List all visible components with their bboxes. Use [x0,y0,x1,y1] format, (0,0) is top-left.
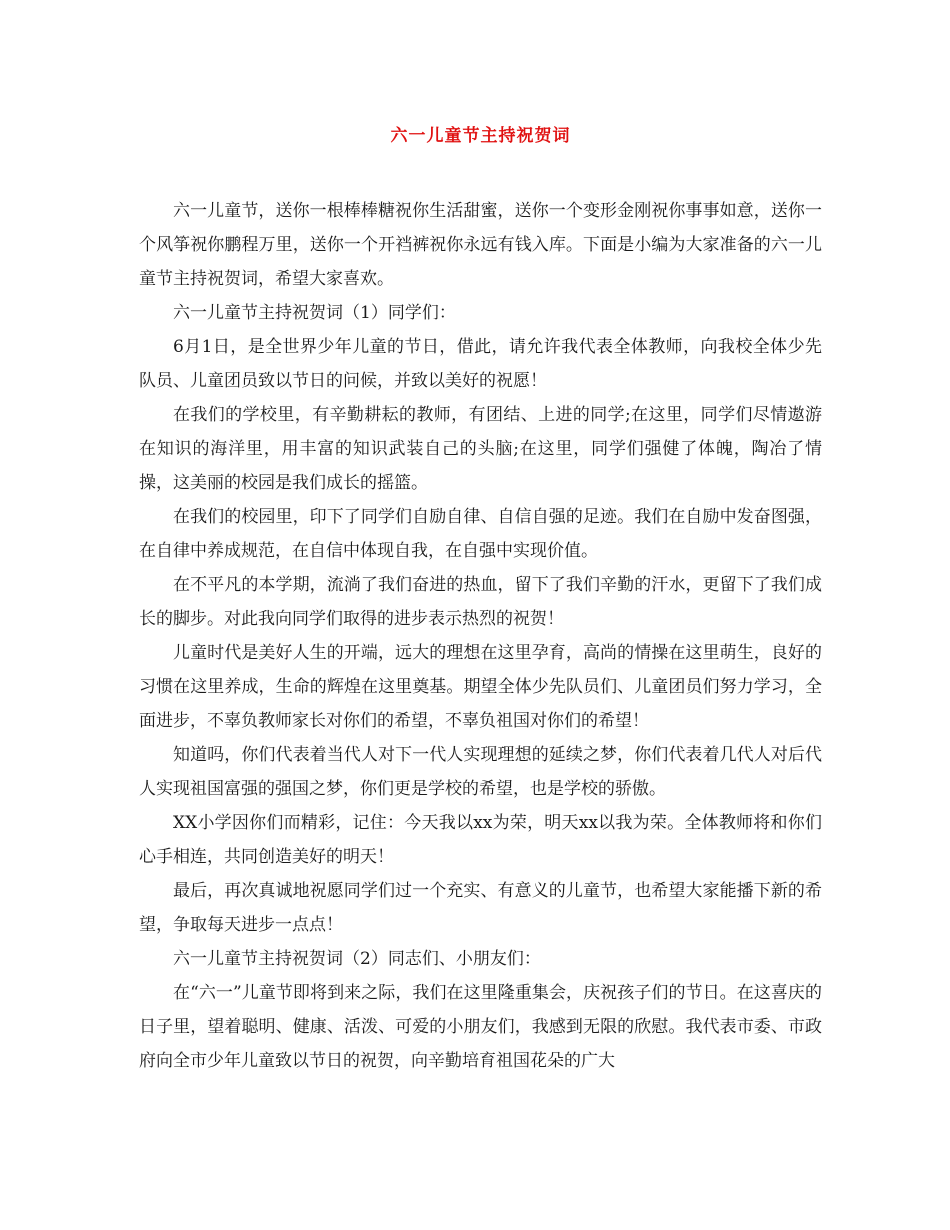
paragraph: 在不平凡的本学期，流淌了我们奋进的热血，留下了我们辛勤的汗水，更留下了我们成长的脚步。对此我向同学们取得的进步表示热烈的祝贺！ [139,575,822,629]
paragraph: 知道吗，你们代表着当代人对下一代人实现理想的延续之梦，你们代表着几代人对后代人实现祖国富强的强国之梦，你们更是学校的希望，也是学校的骄傲。 [139,745,822,799]
paragraph: 最后，再次真诚地祝愿同学们过一个充实、有意义的儿童节，也希望大家能播下新的希望，争取每天进步一点点！ [139,881,822,935]
document-body [139,194,822,1078]
section-heading: 六一儿童节主持祝贺词（1）同学们： [173,303,456,323]
paragraph: 儿童时代是美好人生的开端，远大的理想在这里孕育，高尚的情操在这里萌生，良好的习惯在这里养成，生命的辉煌在这里奠基。期望全体少先队员们、儿童团员们努力学习，全面进步，不辜负教师家长对你们的希望，不辜负祖国对你们的希望！ [139,643,822,731]
paragraph: 六一儿童节，送你一根棒棒糖祝你生活甜蜜，送你一个变形金刚祝你事事如意，送你一个风筝祝你鹏程万里，送你一个开裆裤祝你永远有钱入库。下面是小编为大家准备的六一儿童节主持祝贺词，希望大家喜欢。 [139,201,822,289]
paragraph: 在我们的校园里，印下了同学们自励自律、自信自强的足迹。我们在自励中发奋图强，在自律中养成规范，在自信中体现自我，在自强中实现价值。 [139,507,822,561]
paragraph: 在我们的学校里，有辛勤耕耘的教师，有团结、上进的同学;在这里，同学们尽情遨游在知识的海洋里，用丰富的知识武装自己的头脑;在这里，同学们强健了体魄，陶冶了情操，这美丽的校园是我们成长的摇篮。 [139,405,822,493]
document-title: 六一儿童节主持祝贺词 [390,126,571,146]
section-heading: 六一儿童节主持祝贺词（2）同志们、小朋友们： [173,949,541,969]
paragraph: 6月1日，是全世界少年儿童的节日，借此，请允许我代表全体教师，向我校全体少先队员、儿童团员致以节日的问候，并致以美好的祝愿！ [139,337,822,391]
paragraph: 在“六一”儿童节即将到来之际，我们在这里隆重集会，庆祝孩子们的节日。在这喜庆的日子里，望着聪明、健康、活泼、可爱的小朋友们，我感到无限的欣慰。我代表市委、市政府向全市少年儿童致以节日的祝贺，向辛勤培育祖国花朵的广大 [139,983,822,1071]
paragraph: XX小学因你们而精彩，记住：今天我以xx为荣，明天xx以我为荣。全体教师将和你们心手相连，共同创造美好的明天！ [139,813,822,867]
